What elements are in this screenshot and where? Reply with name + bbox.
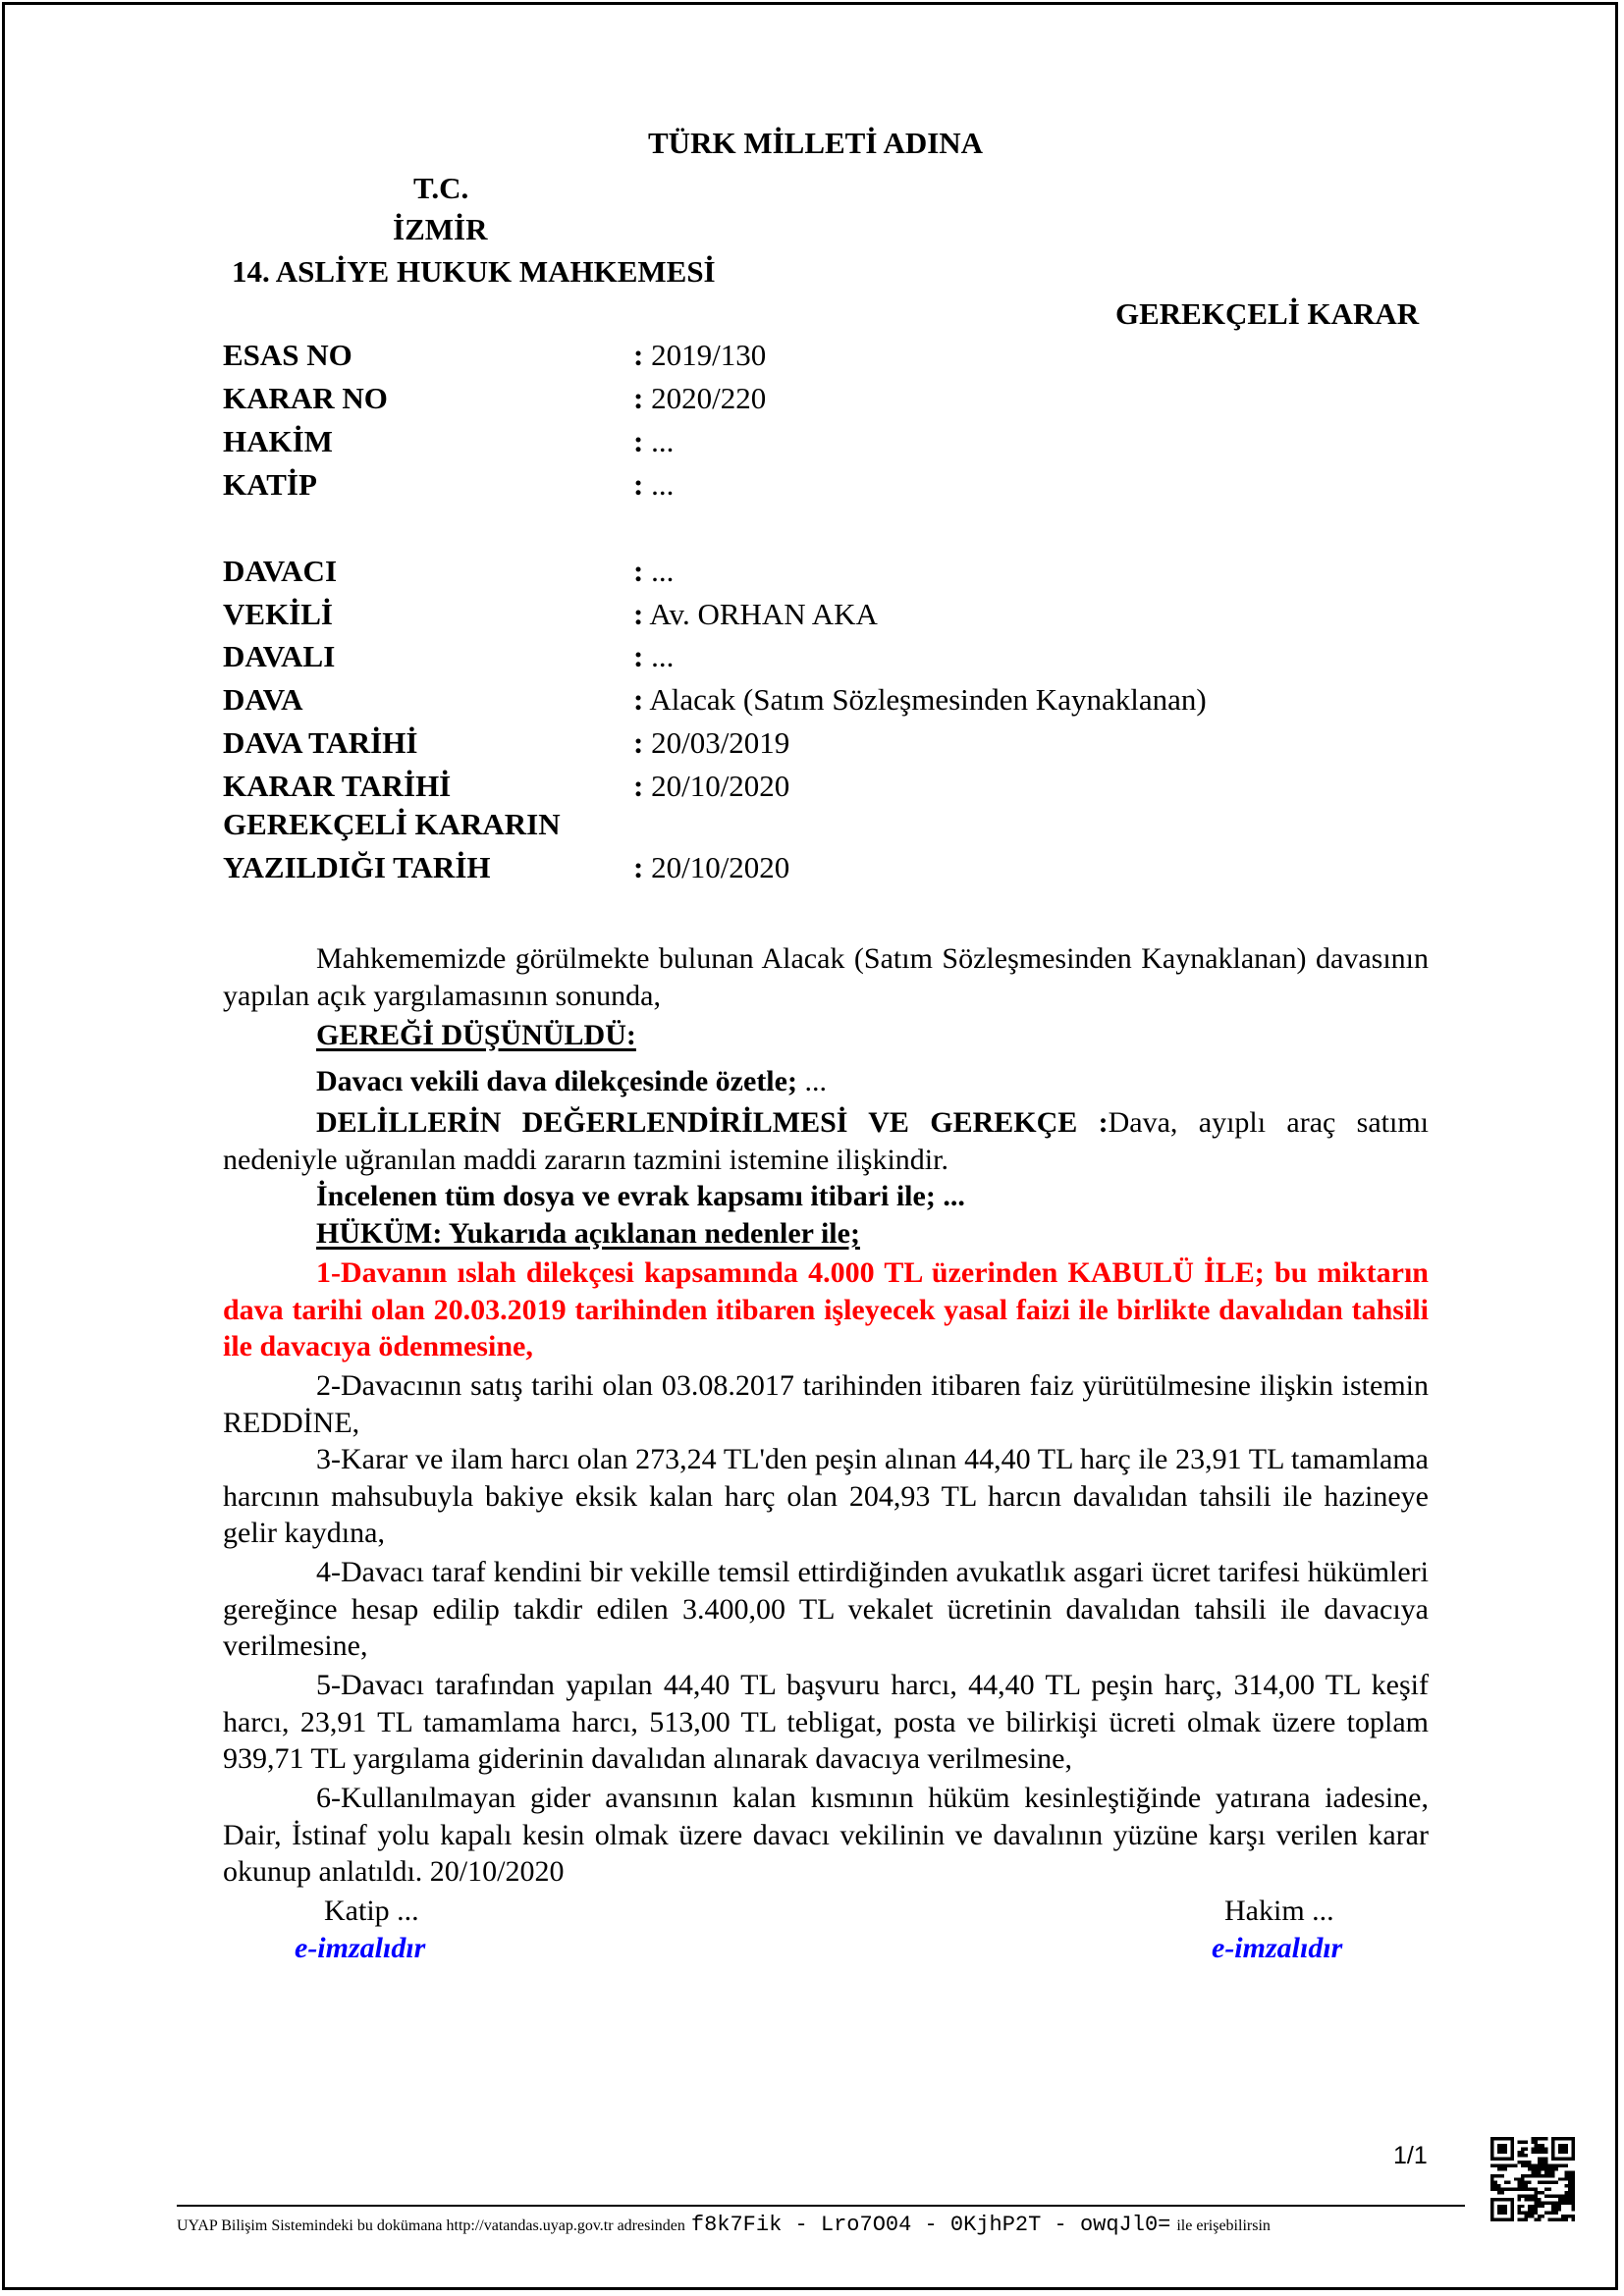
party-field-label: KARAR TARİHİ	[223, 768, 452, 803]
party-field-value: : 20/10/2020	[633, 768, 790, 803]
party-field-value: : 20/03/2019	[633, 724, 790, 760]
page-number: 1/1	[1393, 2142, 1428, 2169]
judgment-heading: GEREĞİ DÜŞÜNÜLDÜ:	[316, 1019, 636, 1051]
intro-paragraph: Mahkememizde görülmekte bulunan Alacak (Satım Sözleşmesinden Kaynaklanan) davasının yapılan açık yargılamasının sonunda,	[223, 942, 1429, 1012]
verdict-heading: HÜKÜM: Yukarıda açıklanan nedenler ile;	[316, 1217, 860, 1250]
clerk-signature-name: Katip ...	[324, 1895, 419, 1927]
party-field-label: VEKİLİ	[223, 596, 333, 631]
case-field-value: : ...	[633, 424, 675, 458]
written-date-label-line2: YAZILDIĞI TARİH	[223, 850, 491, 884]
tc-label: T.C.	[413, 171, 469, 205]
case-field-label: ESAS NO	[223, 338, 352, 372]
party-field-value: : ...	[633, 554, 675, 588]
party-field-value: : Alacak (Satım Sözleşmesinden Kaynaklanan)	[633, 682, 1207, 718]
judge-e-signed: e-imzalıdır	[1212, 1932, 1343, 1964]
national-title: TÜRK MİLLETİ ADINA	[648, 126, 984, 160]
case-field-label: KARAR NO	[223, 381, 388, 415]
case-field-label: KATİP	[223, 467, 317, 502]
party-field-value: : ...	[633, 639, 675, 674]
court-name: 14. ASLİYE HUKUK MAHKEMESİ	[232, 254, 716, 289]
qr-code-icon	[1490, 2137, 1575, 2221]
verdict-heading-line	[223, 1215, 1429, 1253]
verdict-item-1: 1-Davanın ıslah dilekçesi kapsamında 4.000 TL üzerinden KABULÜ İLE; bu miktarın dava tarihi olan 20.03.2019 tarihinden itibaren işleyecek yasal faizi ile birlikte davalıdan tahsili ile davacıya ödenmesine,	[223, 1256, 1429, 1362]
city-name: İZMİR	[393, 212, 488, 246]
review-line: İncelenen tüm dosya ve evrak kapsamı itibari ile; ...	[316, 1180, 965, 1212]
written-date-label-line1: GEREKÇELİ KARARIN	[223, 807, 561, 841]
party-field-label: DAVA TARİHİ	[223, 724, 418, 760]
claim-summary: Davacı vekili dava dilekçesinde özetle; ...	[316, 1065, 827, 1097]
evaluation-paragraph: DELİLLERİN DEĞERLENDİRİLMESİ VE GEREKÇE :Dava, ayıplı araç satımı nedeniyle uğranılan maddi zararın tazmini istemine ilişkindir.	[223, 1106, 1429, 1176]
footer-divider	[177, 2205, 1465, 2207]
footer	[177, 2213, 1465, 2246]
document-type: GEREKÇELİ KARAR	[1115, 296, 1420, 331]
party-field-label: DAVALI	[223, 639, 336, 674]
case-field-value: : ...	[633, 467, 675, 502]
party-field-value: : Av. ORHAN AKA	[633, 596, 878, 631]
footer-text-before: UYAP Bilişim Sistemindeki bu dokümana http://vatandas.uyap.gov.tr adresinden	[177, 2217, 685, 2234]
party-field-label: DAVACI	[223, 554, 338, 588]
written-date-value: : 20/10/2020	[633, 850, 790, 884]
case-field-label: HAKİM	[223, 424, 333, 458]
evaluation-heading: DELİLLERİN DEĞERLENDİRİLMESİ VE GEREKÇE :	[316, 1106, 1109, 1139]
verification-code[interactable]: f8k7Fik - Lro7O04 - 0KjhP2T - owqJl0=	[690, 2213, 1171, 2237]
verdict-item-2: 2-Davacının satış tarihi olan 03.08.2017 tarihinden itibaren faiz yürütülmesine ilişkin istemin REDDİNE,	[223, 1369, 1429, 1439]
verdict-item-4: 4-Davacı taraf kendini bir vekille temsil ettirdiğinden avukatlık asgari ücret tarifesi hükümleri gereğince hesap edilip takdir edilen 3.400,00 TL vekalet ücretinin davalıdan tahsili ile davacıya verilmesine,	[223, 1556, 1429, 1662]
footer-text-after: ile erişebilirsin	[1176, 2217, 1271, 2234]
party-field-label: DAVA	[223, 682, 303, 718]
case-field-value: : 2019/130	[633, 338, 767, 372]
verdict-item-5: 5-Davacı tarafından yapılan 44,40 TL başvuru harcı, 44,40 TL peşin harç, 314,00 TL keşif harcı, 23,91 TL tamamlama harcı, 513,00 TL tebligat, posta ve bilirkişi ücreti olmak üzere toplam 939,71 TL yargılama giderinin davalıdan alınarak davacıya verilmesine,	[223, 1669, 1429, 1775]
judge-signature-name: Hakim ...	[1224, 1895, 1334, 1927]
verdict-item-6: 6-Kullanılmayan gider avansının kalan kısmının hüküm kesinleştiğinde yatırana iadesine, Dair, İstinaf yolu kapalı kesin olmak üzere davacı vekilinin ve davalının yüzüne karşı verilen karar okunup anlatıldı. 20/10/2020	[223, 1782, 1429, 1888]
verdict-item-3: 3-Karar ve ilam harcı olan 273,24 TL'den peşin alınan 44,40 TL harç ile 23,91 TL tamamlama harcının mahsubuyla bakiye eksik kalan harç olan 204,93 TL harcın davalıdan tahsili ile hazineye gelir kaydına,	[223, 1443, 1429, 1549]
case-field-value: : 2020/220	[633, 381, 767, 415]
clerk-e-signed: e-imzalıdır	[295, 1932, 426, 1964]
judgment-heading-line	[223, 1017, 1429, 1054]
